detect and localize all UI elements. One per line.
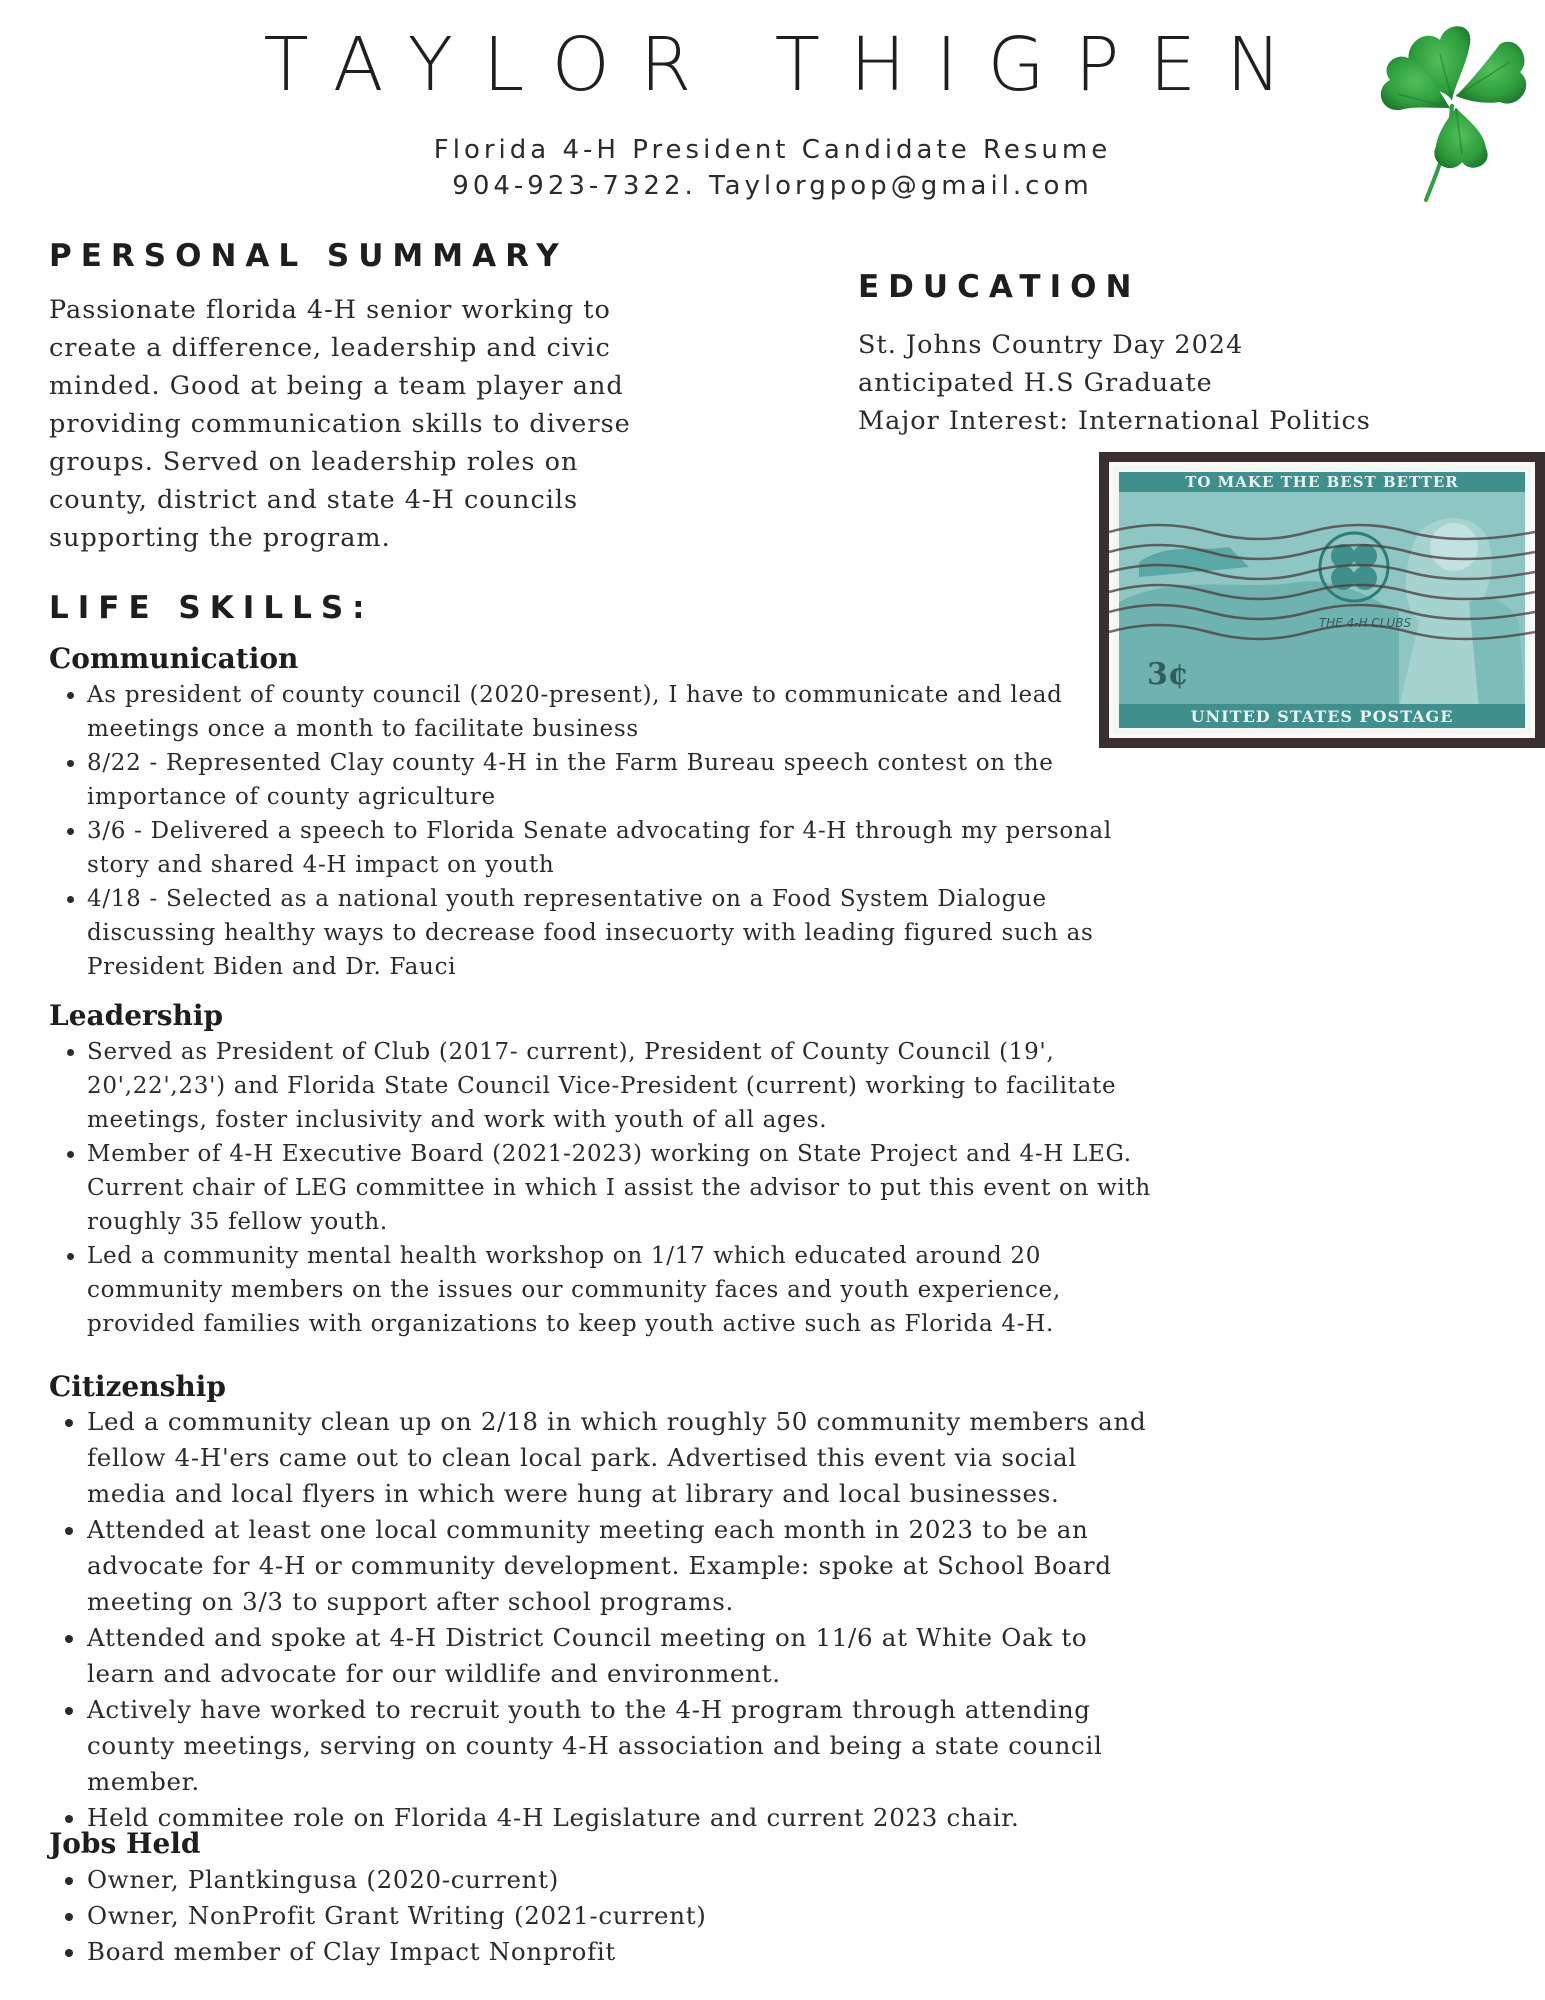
citizenship-subheading: Citizenship bbox=[49, 1370, 226, 1403]
leadership-list bbox=[49, 1035, 1237, 1341]
communication-subheading: Communication bbox=[49, 642, 299, 675]
list-item: • As president of county council (2020-present), I have to communicate and lead meetings once a month to facilitate business bbox=[87, 678, 1187, 746]
life-skills-heading: LIFE SKILLS: bbox=[49, 590, 374, 626]
stamp-bottom-text: UNITED STATES POSTAGE bbox=[1190, 707, 1454, 726]
list-item: • 3/6 - Delivered a speech to Florida Senate advocating for 4-H through my personal story and shared 4-H impact on youth bbox=[87, 814, 1187, 882]
communication-list bbox=[49, 678, 1187, 984]
citizenship-list bbox=[49, 1404, 1197, 1836]
resume-subtitle: Florida 4-H President Candidate Resume bbox=[433, 135, 1112, 165]
list-item: • 8/22 - Represented Clay county 4-H in the Farm Bureau speech contest on the importance of county agriculture bbox=[87, 746, 1187, 814]
contact-info: 904-923-7322. Taylorgpop@gmail.com bbox=[452, 171, 1093, 201]
leadership-subheading: Leadership bbox=[49, 999, 224, 1032]
list-item: • Led a community mental health workshop on 1/17 which educated around 20 community members on the issues our community faces and youth experience, provided families with organizations to keep youth active such as Florida 4-H. bbox=[87, 1239, 1237, 1341]
list-item: • Actively have worked to recruit youth to the 4-H program through attending county meetings, serving on county 4-H association and being a state council member. bbox=[87, 1692, 1197, 1800]
list-item: • Owner, Plantkingusa (2020-current) bbox=[87, 1862, 1087, 1898]
list-item: • Led a community clean up on 2/18 in which roughly 50 community members and fellow 4-H'ers came out to clean local park. Advertised this event via social media and local flyers in which were hung at library and local businesses. bbox=[87, 1404, 1197, 1512]
list-item: • Member of 4-H Executive Board (2021-2023) working on State Project and 4-H LEG. Current chair of LEG committee in which I assist the advisor to put this event on with roughly 35 fellow youth. bbox=[87, 1137, 1237, 1239]
resume-name: TAYLOR THIGPEN bbox=[263, 22, 1312, 108]
personal-summary-heading: PERSONAL SUMMARY bbox=[49, 238, 568, 274]
list-item: • Owner, NonProfit Grant Writing (2021-current) bbox=[87, 1898, 1087, 1934]
four-leaf-clover-icon bbox=[1370, 4, 1530, 204]
jobs-list bbox=[49, 1862, 1087, 1970]
stamp-top-text: TO MAKE THE BEST BETTER bbox=[1185, 473, 1459, 491]
list-item: • Attended at least one local community meeting each month in 2023 to be an advocate for 4-H or community development. Example: spoke at School Board meeting on 3/3 to support after school programs. bbox=[87, 1512, 1197, 1620]
list-item: • Served as President of Club (2017- current), President of County Council (19', 20',22',23') and Florida State Council Vice-President (current) working to facilitate meetings, foster inclusivity and work with youth of all ages. bbox=[87, 1035, 1237, 1137]
education-heading: EDUCATION bbox=[858, 269, 1141, 305]
list-item: • 4/18 - Selected as a national youth representative on a Food System Dialogue discussing healthy ways to decrease food insecuorty with leading figured such as President Biden and Dr. Fauci bbox=[87, 882, 1187, 984]
list-item: • Held commitee role on Florida 4-H Legislature and current 2023 chair. bbox=[87, 1800, 1197, 1836]
list-item: • Attended and spoke at 4-H District Council meeting on 11/6 at White Oak to learn and advocate for our wildlife and environment. bbox=[87, 1620, 1197, 1692]
education-text: St. Johns Country Day 2024 anticipated H.S Graduate Major Interest: International Politics bbox=[858, 330, 1371, 436]
stamp-clubs-text: THE 4-H CLUBS bbox=[1318, 616, 1412, 630]
personal-summary-text: Passionate florida 4-H senior working to create a difference, leadership and civic minded. Good at being a team player and providing communication skills to diverse groups. Served on leadership roles on county, district and state 4-H councils supporting the program. bbox=[49, 295, 631, 553]
list-item: • Board member of Clay Impact Nonprofit bbox=[87, 1934, 1087, 1970]
stamp-denomination: 3¢ bbox=[1147, 657, 1189, 692]
jobs-held-subheading: Jobs Held bbox=[49, 1827, 201, 1860]
